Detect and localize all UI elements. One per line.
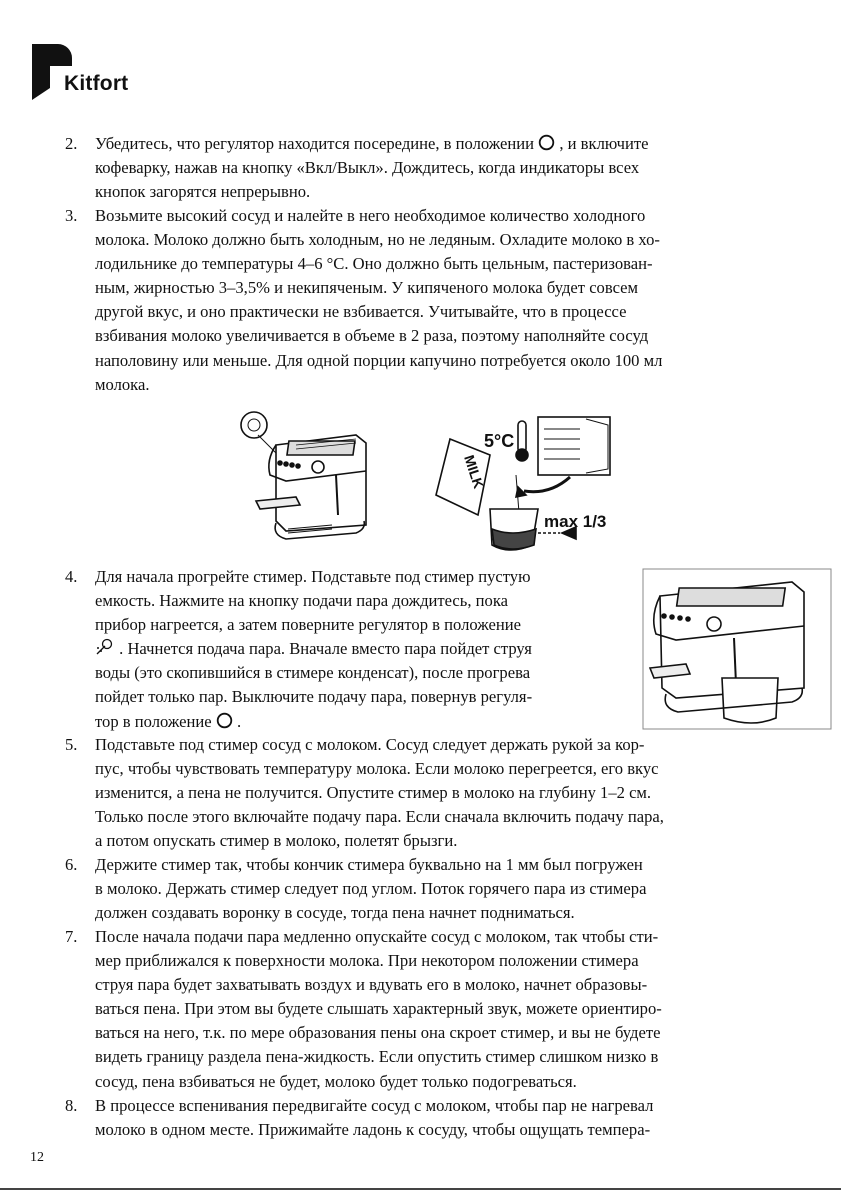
- text-line: [95, 949, 662, 973]
- item-number: 6.: [65, 855, 78, 874]
- list-item-2: [65, 132, 649, 204]
- list-item-3: [65, 204, 663, 397]
- text-line: [95, 252, 662, 276]
- item-number: 4.: [65, 567, 78, 586]
- text-line: [95, 805, 664, 829]
- text-fragment: молока. Молоко должно быть холодным, но не ледяным. Охладите молоко в хо-: [95, 230, 660, 250]
- text-line: [95, 637, 532, 661]
- text-line: [95, 349, 662, 373]
- text-line: [95, 589, 532, 613]
- page-bottom-border: [0, 1188, 841, 1190]
- steamer-machine-illustration: [642, 568, 832, 730]
- text-line: [95, 324, 662, 348]
- text-line: [95, 973, 662, 997]
- text-line: [95, 661, 532, 685]
- list-item-5: [65, 733, 664, 853]
- text-fragment: струя пара будет захватывать воздух и вдувать его в молоко, начнет образовы-: [95, 975, 648, 995]
- text-line: [95, 877, 646, 901]
- steam-dial-icon: [241, 412, 267, 438]
- text-fragment: а потом опускать стимер в молоко, полетят брызги.: [95, 831, 458, 851]
- item-number: 7.: [65, 927, 78, 946]
- text-fragment: кнопок загорятся непрерывно.: [95, 182, 311, 202]
- text-line: [95, 613, 532, 637]
- text-line: [95, 997, 662, 1021]
- text-fragment: в молоко. Держать стимер следует под углом. Поток горячего пара из стимера: [95, 879, 647, 899]
- text-fragment: тор в положение: [95, 711, 216, 731]
- text-line: [95, 710, 532, 734]
- text-line: [95, 156, 648, 180]
- text-fragment: Для начала прогрейте стимер. Подставьте под стимер пустую: [95, 567, 531, 586]
- text-fragment: взбивания молоко увеличивается в объеме в 2 раза, поэтому наполняйте сосуд: [95, 326, 649, 346]
- brand-name: Kitfort: [64, 72, 129, 95]
- position-circle-icon: [216, 712, 233, 729]
- text-fragment: сосуд, пена взбиваться не будет, молоко будет только подогреваться.: [95, 1071, 577, 1091]
- text-line: [95, 1070, 662, 1094]
- text-fragment: Убедитесь, что регулятор находится посередине, в положении: [95, 134, 539, 153]
- text-fragment: лодильнике до температуры 4–6 °С. Оно должно быть цельным, пастеризован-: [95, 254, 653, 274]
- text-fragment: .: [236, 711, 242, 731]
- text-line: [95, 757, 664, 781]
- text-fragment: ным, жирностью 3–3,5% и некипяченым. У кипяченого молока будет совсем: [95, 278, 639, 298]
- item-number: 8.: [65, 1096, 78, 1115]
- text-line: [95, 373, 662, 397]
- steam-position-icon: [95, 638, 115, 656]
- text-line: [95, 829, 664, 853]
- item-number: 5.: [65, 735, 78, 754]
- text-fragment: Возьмите высокий сосуд и налейте в него необходимое количество холодного: [95, 206, 646, 225]
- text-fragment: изменится, а пена не получится. Опустите стимер в молоко на глубину 1–2 см.: [95, 783, 652, 803]
- text-fragment: прибор нагреется, а затем поверните регулятор в положение: [95, 615, 522, 635]
- text-line: [95, 180, 648, 204]
- text-fragment: , и включите: [559, 134, 649, 153]
- max-level-label: max 1/3: [544, 512, 607, 531]
- text-line: [95, 853, 646, 877]
- temperature-label: 5°C: [484, 431, 515, 451]
- text-line: [95, 1045, 662, 1069]
- text-fragment: Подставьте под стимер сосуд с молоком. Сосуд следует держать рукой за кор-: [95, 735, 645, 754]
- list-item-8: [65, 1094, 654, 1142]
- text-line: [95, 685, 532, 709]
- text-line: [95, 901, 646, 925]
- list-item-4: [65, 565, 533, 734]
- text-fragment: . Начнется подача пара. Вначале вместо пара пойдет струя: [119, 639, 532, 659]
- text-line: [95, 1021, 662, 1045]
- text-line: [95, 276, 662, 300]
- text-fragment: молока.: [95, 374, 150, 394]
- list-item-6: [65, 853, 647, 925]
- text-line: [95, 1118, 653, 1142]
- text-fragment: пус, чтобы чувствовать температуру молока. Если молоко перегреется, его вкус: [95, 759, 659, 779]
- text-fragment: Держите стимер так, чтобы кончик стимера буквально на 1 мм был погружен: [95, 855, 643, 874]
- text-line: [95, 132, 648, 156]
- text-line: [95, 228, 662, 252]
- text-fragment: видеть границу раздела пена-жидкость. Если опустить стимер слишком низко в: [95, 1047, 659, 1067]
- text-line: [95, 925, 662, 949]
- text-fragment: Только после этого включайте подачу пара. Если сначала включить подачу пара,: [95, 807, 664, 827]
- fridge-icon: [538, 417, 610, 475]
- coffee-machine-illustration: [236, 405, 386, 555]
- milk-pouring-illustration: [420, 405, 630, 555]
- text-fragment: пойдет только пар. Выключите подачу пара, повернув регуля-: [95, 687, 533, 707]
- milk-carton-label: MILK: [461, 452, 487, 491]
- text-fragment: кофеварку, нажав на кнопку «Вкл/Выкл». Дождитесь, когда индикаторы всех: [95, 158, 640, 178]
- item-number: 3.: [65, 206, 78, 225]
- text-fragment: воды (это скопившийся в стимере конденсат), после прогрева: [95, 663, 531, 683]
- text-fragment: должен создавать воронку в сосуде, тогда пена начнет подниматься.: [95, 903, 575, 923]
- text-line: [95, 204, 662, 228]
- page-number: 12: [30, 1150, 44, 1165]
- text-fragment: В процессе вспенивания передвигайте сосуд с молоком, чтобы пар не нагревал: [95, 1096, 654, 1115]
- text-line: [95, 300, 662, 324]
- text-fragment: мер приближался к поверхности молока. При некотором положении стимера: [95, 951, 639, 971]
- list-item-7: [65, 925, 662, 1094]
- text-fragment: другой вкус, и оно практически не взбивается. Учитывайте, что в процессе: [95, 302, 627, 322]
- text-fragment: ваться на него, т.к. по мере образования пены она скроет стимер, и вы не будете: [95, 1023, 661, 1043]
- text-fragment: емкость. Нажмите на кнопку подачи пара дождитесь, пока: [95, 591, 509, 611]
- item-number: 2.: [65, 134, 78, 153]
- text-line: [95, 733, 664, 757]
- text-fragment: наполовину или меньше. Для одной порции капучино потребуется около 100 мл: [95, 350, 663, 370]
- text-fragment: молоко в одном месте. Прижимайте ладонь к сосуду, чтобы ощущать темпера-: [95, 1120, 651, 1140]
- text-line: [95, 781, 664, 805]
- text-line: [95, 1094, 653, 1118]
- text-line: [95, 565, 532, 589]
- text-fragment: ваться пена. При этом вы будете слышать характерный звук, можете ориентиро-: [95, 999, 662, 1019]
- position-circle-icon: [538, 134, 555, 151]
- text-fragment: После начала подачи пара медленно опускайте сосуд с молоком, так чтобы сти-: [95, 927, 659, 946]
